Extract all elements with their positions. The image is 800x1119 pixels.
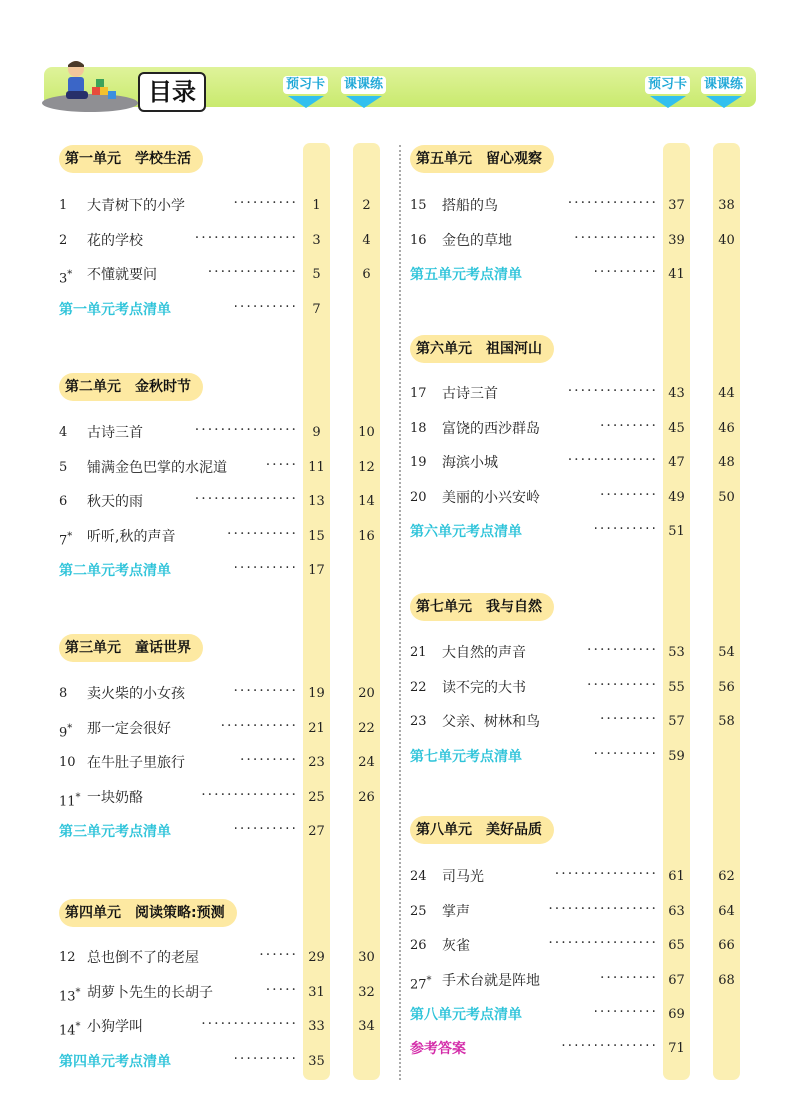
lesson-row[interactable] [59, 422, 380, 444]
unit-heading [410, 145, 554, 173]
dot-leader: ····· [265, 981, 298, 998]
unit-review-page-number[interactable]: 35 [308, 1053, 325, 1069]
lesson-number [410, 487, 427, 509]
lesson-number [59, 1016, 81, 1042]
lesson-title: 花的学校 [87, 232, 143, 249]
unit-heading [59, 634, 203, 662]
preview-page-number[interactable]: 3 [312, 232, 321, 248]
unit-heading [410, 335, 554, 363]
dot-leader: ············· [574, 229, 658, 246]
lesson-number [410, 230, 427, 252]
dot-leader: ·········· [233, 298, 298, 315]
dot-leader: ················· [548, 935, 658, 951]
lesson-number-text: 25 [410, 903, 427, 919]
lesson-number-text: 8 [59, 686, 68, 701]
practice-page-number[interactable]: 10 [358, 425, 375, 440]
lesson-row[interactable] [59, 526, 380, 548]
dot-leader: ·········· [233, 560, 298, 576]
practice-page-number[interactable]: 66 [718, 938, 735, 953]
down-arrow-icon [706, 96, 742, 108]
dot-leader: ·············· [207, 264, 298, 280]
lesson-number-text: 22 [410, 679, 427, 695]
lesson-row[interactable] [410, 935, 740, 957]
dot-leader: ·············· [567, 195, 658, 211]
practice-tag-right [701, 76, 746, 108]
unit-review-label: 第二单元考点清单 [59, 563, 171, 579]
lesson-number-text: 5 [59, 459, 68, 475]
lesson-row[interactable] [410, 970, 740, 992]
unit-review-label: 第五单元考点清单 [410, 267, 522, 283]
preview-page-number[interactable]: 63 [668, 903, 685, 919]
preview-page-number[interactable]: 1 [312, 198, 321, 213]
dot-leader: ········· [599, 417, 658, 434]
practice-page-number[interactable]: 30 [358, 950, 375, 965]
practice-page-number[interactable]: 12 [358, 459, 375, 475]
unit-name: 阅读策略:预测 [135, 905, 225, 921]
practice-page-number[interactable]: 56 [718, 679, 735, 695]
lesson-row[interactable] [410, 711, 740, 733]
dot-leader: ··············· [201, 1016, 298, 1032]
lesson-title: 手术台就是阵地 [442, 972, 540, 989]
lesson-title: 古诗三首 [87, 425, 143, 441]
lesson-number [59, 752, 76, 774]
unit-number: 第六单元 [416, 341, 472, 357]
practice-page-number[interactable]: 16 [358, 528, 375, 544]
dot-leader: ·········· [593, 521, 658, 537]
lesson-row[interactable] [410, 866, 740, 888]
dot-leader: ······ [259, 947, 298, 963]
dot-leader: ·········· [593, 745, 658, 762]
dot-leader: ················· [548, 900, 658, 917]
preview-page-number[interactable]: 25 [308, 789, 325, 805]
dot-leader: ·········· [593, 264, 658, 280]
unit-name: 美好品质 [486, 822, 542, 838]
preview-page-number[interactable]: 67 [668, 972, 685, 988]
preview-page-number[interactable]: 55 [668, 679, 685, 695]
lesson-title: 在牛肚子里旅行 [87, 755, 185, 771]
preview-page-number[interactable]: 47 [668, 455, 685, 470]
lesson-title: 铺满金色巴掌的水泥道 [87, 459, 227, 476]
lesson-number [59, 947, 76, 969]
lesson-number-text: 10 [59, 755, 76, 770]
lesson-row[interactable] [410, 195, 740, 217]
unit-number: 第八单元 [416, 822, 472, 838]
practice-page-number[interactable]: 40 [718, 232, 735, 248]
lesson-number [410, 970, 432, 996]
lesson-number [410, 418, 427, 440]
lesson-number [59, 195, 67, 217]
lesson-number-text: 27 [410, 976, 427, 992]
lesson-row[interactable] [410, 677, 740, 699]
lesson-row[interactable] [410, 418, 740, 440]
lesson-number [410, 195, 427, 217]
dot-leader: ················ [194, 422, 298, 438]
lesson-number [410, 642, 427, 664]
lesson-title: 大自然的声音 [442, 645, 526, 661]
unit-review-label: 第四单元考点清单 [59, 1053, 171, 1070]
practice-page-number[interactable]: 46 [718, 420, 735, 436]
lesson-title: 灰雀 [442, 938, 470, 954]
dot-leader: ········· [599, 711, 658, 727]
lesson-number-text: 9 [59, 724, 68, 740]
preview-page-number[interactable]: 53 [668, 645, 685, 660]
dot-leader: ·········· [233, 821, 298, 837]
lesson-number-text: 13 [59, 988, 76, 1004]
unit-review-page-number[interactable]: 59 [668, 748, 685, 764]
unit-review[interactable] [410, 521, 690, 543]
lesson-number [59, 230, 67, 252]
preview-page-number[interactable]: 11 [308, 459, 325, 475]
unit-number: 第五单元 [416, 151, 472, 167]
lesson-row[interactable] [410, 383, 740, 405]
lesson-title: 读不完的大书 [442, 679, 526, 696]
lesson-number [59, 787, 81, 813]
lesson-number [59, 491, 67, 513]
practice-page-number[interactable]: 4 [362, 232, 371, 248]
unit-name: 童话世界 [135, 640, 191, 656]
lesson-number-text: 14 [59, 1023, 76, 1039]
answer-key-page-number[interactable]: 71 [668, 1041, 685, 1056]
preview-page-number[interactable]: 65 [668, 938, 685, 953]
lesson-number-text: 18 [410, 420, 427, 436]
lesson-number-text: 15 [410, 198, 427, 213]
lesson-title: 富饶的西沙群岛 [442, 420, 540, 437]
practice-page-number[interactable]: 44 [718, 386, 735, 401]
unit-name: 祖国河山 [486, 341, 542, 357]
unit-heading [59, 373, 203, 401]
lesson-number [59, 457, 67, 479]
dot-leader: ··············· [201, 786, 298, 803]
lesson-row[interactable] [59, 230, 380, 252]
dot-leader: ········· [239, 752, 298, 768]
practice-page-number[interactable]: 50 [718, 489, 735, 505]
lesson-number [410, 383, 427, 405]
optional-lesson-star: * [75, 791, 81, 803]
unit-review-page-number[interactable]: 41 [668, 267, 685, 282]
lesson-number-text: 2 [59, 232, 68, 248]
dot-leader: ················ [194, 229, 298, 246]
lesson-title: 海滨小城 [442, 455, 498, 471]
lesson-row[interactable] [59, 1016, 380, 1038]
lesson-number [410, 866, 427, 888]
preview-page-number[interactable]: 19 [308, 686, 325, 701]
lesson-title: 秋天的雨 [87, 494, 143, 510]
preview-page-number[interactable]: 57 [668, 714, 685, 729]
preview-page-number[interactable]: 39 [668, 232, 685, 248]
preview-page-number[interactable]: 49 [668, 489, 685, 505]
lesson-row[interactable] [59, 195, 380, 217]
lesson-number-text: 19 [410, 455, 427, 470]
unit-number: 第三单元 [65, 640, 121, 656]
lesson-number-text: 23 [410, 714, 427, 729]
unit-review[interactable] [410, 1004, 690, 1026]
lesson-title: 掌声 [442, 903, 470, 920]
practice-page-number[interactable]: 68 [718, 972, 735, 988]
lesson-number [59, 982, 81, 1008]
lesson-row[interactable] [59, 264, 380, 286]
unit-review-page-number[interactable]: 17 [308, 563, 325, 578]
unit-name: 留心观察 [486, 151, 542, 167]
lesson-number [410, 711, 427, 733]
lesson-row[interactable] [59, 982, 380, 1004]
lesson-number-text: 21 [410, 645, 427, 660]
dot-leader: ············ [220, 717, 298, 734]
down-arrow-icon [288, 96, 324, 108]
unit-review[interactable] [410, 746, 690, 768]
unit-name: 金秋时节 [135, 379, 191, 395]
practice-page-number[interactable]: 34 [358, 1019, 375, 1034]
dot-leader: ····· [265, 456, 298, 473]
answer-key-label: 参考答案 [410, 1041, 466, 1057]
preview-page-number[interactable]: 61 [668, 869, 685, 884]
lesson-number-text: 16 [410, 232, 427, 248]
preview-page-number[interactable]: 9 [312, 425, 321, 440]
lesson-number-text: 24 [410, 869, 427, 884]
dot-leader: ·········· [233, 195, 298, 211]
lesson-number-text: 11 [59, 793, 76, 809]
unit-review-label: 第六单元考点清单 [410, 524, 522, 540]
dot-leader: ················ [194, 491, 298, 507]
unit-review-page-number[interactable]: 27 [308, 824, 325, 839]
lesson-number-text: 6 [59, 494, 68, 509]
down-arrow-icon [346, 96, 382, 108]
optional-lesson-star: * [426, 974, 432, 986]
practice-page-number[interactable]: 24 [358, 755, 375, 770]
lesson-number-text: 26 [410, 938, 427, 953]
lesson-title: 搭船的鸟 [442, 198, 498, 214]
lesson-row[interactable] [59, 491, 380, 513]
lesson-number [410, 935, 427, 957]
preview-card-tag-right [645, 76, 690, 108]
practice-page-number[interactable]: 64 [718, 903, 735, 919]
lesson-title: 大青树下的小学 [87, 198, 185, 214]
lesson-title: 卖火柴的小女孩 [87, 686, 185, 702]
lesson-title: 金色的草地 [442, 232, 512, 249]
unit-number: 第二单元 [65, 379, 121, 395]
unit-name: 我与自然 [486, 599, 542, 615]
unit-name: 学校生活 [135, 151, 191, 167]
preview-page-number[interactable]: 5 [312, 267, 321, 282]
dot-leader: ·············· [567, 383, 658, 399]
dot-leader: ··········· [227, 525, 298, 542]
dot-leader: ··········· [587, 676, 658, 693]
unit-review[interactable] [59, 299, 330, 321]
unit-heading [410, 816, 554, 844]
lesson-row[interactable] [59, 683, 380, 705]
optional-lesson-star: * [67, 530, 73, 542]
lesson-row[interactable] [59, 718, 380, 740]
practice-page-number[interactable]: 58 [718, 714, 735, 729]
practice-page-number[interactable]: 38 [718, 198, 735, 213]
down-arrow-icon [650, 96, 686, 108]
lesson-number-text: 20 [410, 489, 427, 505]
unit-number: 第一单元 [65, 151, 121, 167]
lesson-title: 古诗三首 [442, 386, 498, 402]
lesson-number-text: 12 [59, 950, 76, 965]
lesson-title: 那一定会很好 [87, 720, 171, 737]
preview-page-number[interactable]: 29 [308, 950, 325, 965]
lesson-row[interactable] [59, 752, 380, 774]
unit-review-page-number[interactable]: 51 [668, 524, 685, 539]
lesson-number-text: 1 [59, 198, 68, 213]
lesson-row[interactable] [59, 947, 380, 969]
column-divider [399, 145, 401, 1080]
lesson-number [59, 264, 72, 290]
unit-review[interactable] [59, 560, 330, 582]
lesson-number [410, 901, 427, 923]
practice-label: 课课练 [701, 76, 746, 94]
lesson-title: 美丽的小兴安岭 [442, 489, 540, 506]
dot-leader: ·········· [233, 683, 298, 699]
unit-review[interactable] [410, 264, 690, 286]
practice-page-number[interactable]: 62 [718, 869, 735, 884]
unit-review-page-number[interactable]: 7 [312, 301, 321, 317]
practice-page-number[interactable]: 54 [718, 645, 735, 660]
unit-review-label: 第七单元考点清单 [410, 748, 522, 765]
unit-number: 第四单元 [65, 905, 121, 921]
lesson-row[interactable] [59, 787, 380, 809]
practice-page-number[interactable]: 48 [718, 455, 735, 470]
unit-review-label: 第八单元考点清单 [410, 1007, 522, 1023]
lesson-row[interactable] [410, 901, 740, 923]
unit-heading [59, 145, 203, 173]
preview-card-label: 预习卡 [283, 76, 328, 94]
preview-page-number[interactable]: 31 [308, 984, 325, 1000]
preview-page-number[interactable]: 15 [308, 528, 325, 544]
preview-page-number[interactable]: 21 [308, 720, 325, 736]
dot-leader: ··············· [561, 1038, 658, 1054]
lesson-number [410, 677, 427, 699]
lesson-row[interactable] [410, 642, 740, 664]
dot-leader: ··········· [587, 642, 658, 658]
practice-page-number[interactable]: 22 [358, 720, 375, 736]
lesson-number [59, 683, 67, 705]
lesson-number [410, 452, 427, 474]
lesson-title: 胡萝卜先生的长胡子 [87, 984, 213, 1001]
practice-page-number[interactable]: 32 [358, 984, 375, 1000]
lesson-row[interactable] [410, 452, 740, 474]
preview-page-number[interactable]: 33 [308, 1019, 325, 1034]
practice-tag-left [341, 76, 386, 108]
practice-page-number[interactable]: 2 [362, 198, 371, 213]
unit-review-page-number[interactable]: 69 [668, 1007, 685, 1022]
unit-review-label: 第一单元考点清单 [59, 301, 171, 318]
preview-page-number[interactable]: 45 [668, 420, 685, 436]
practice-page-number[interactable]: 14 [358, 494, 375, 509]
lesson-title: 听听,秋的声音 [87, 528, 176, 545]
preview-card-label: 预习卡 [645, 76, 690, 94]
dot-leader: ·········· [233, 1050, 298, 1067]
preview-page-number[interactable]: 37 [668, 198, 685, 213]
practice-page-number[interactable]: 6 [362, 267, 371, 282]
lesson-number-text: 7 [59, 532, 68, 548]
optional-lesson-star: * [75, 1021, 81, 1032]
lesson-title: 小狗学叫 [87, 1019, 143, 1035]
lesson-number-text: 3 [59, 271, 68, 287]
unit-review-label: 第三单元考点清单 [59, 824, 171, 840]
optional-lesson-star: * [67, 722, 73, 734]
lesson-title: 一块奶酪 [87, 789, 143, 806]
lesson-row[interactable] [59, 457, 380, 479]
lesson-row[interactable] [410, 230, 740, 252]
lesson-number [59, 718, 72, 744]
unit-number: 第七单元 [416, 599, 472, 615]
unit-heading [59, 899, 237, 927]
optional-lesson-star: * [75, 986, 81, 998]
practice-label: 课课练 [341, 76, 386, 94]
unit-heading [410, 593, 554, 621]
dot-leader: ················ [554, 866, 658, 882]
optional-lesson-star: * [67, 269, 73, 280]
lesson-title: 总也倒不了的老屋 [87, 950, 199, 966]
lesson-title: 父亲、树林和鸟 [442, 714, 540, 730]
page-title: 目录 [138, 72, 206, 112]
dot-leader: ·············· [567, 452, 658, 468]
preview-page-number[interactable]: 13 [308, 494, 325, 509]
dot-leader: ········· [599, 969, 658, 986]
lesson-row[interactable] [410, 487, 740, 509]
preview-card-tag-left [283, 76, 328, 108]
lesson-number-text: 17 [410, 386, 427, 401]
lesson-title: 不懂就要问 [87, 267, 157, 283]
unit-review[interactable] [59, 821, 330, 843]
lesson-title: 司马光 [442, 869, 484, 885]
practice-page-number[interactable]: 20 [358, 686, 375, 701]
unit-review[interactable] [59, 1051, 330, 1073]
dot-leader: ········· [599, 486, 658, 503]
lesson-number [59, 422, 67, 444]
preview-page-number[interactable]: 43 [668, 386, 685, 401]
dot-leader: ·········· [593, 1004, 658, 1020]
answer-key[interactable] [410, 1038, 690, 1060]
practice-page-number[interactable]: 26 [358, 789, 375, 805]
lesson-number-text: 4 [59, 425, 68, 440]
child-playing-blocks-illustration [40, 55, 140, 113]
lesson-number [59, 526, 72, 552]
preview-page-number[interactable]: 23 [308, 755, 325, 770]
